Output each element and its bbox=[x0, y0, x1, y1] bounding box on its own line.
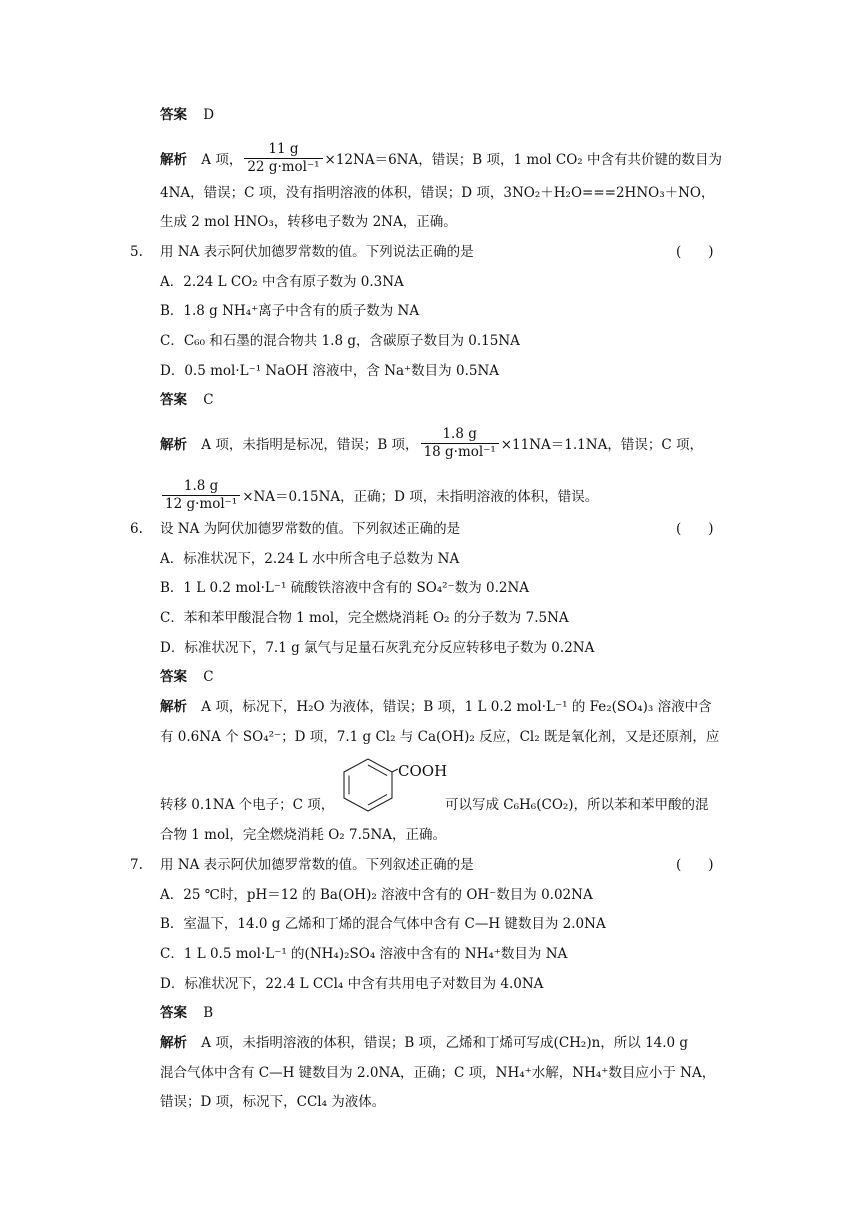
option-b: B．1 L 0.2 mol·L⁻¹ 硫酸铁溶液中含有的 SO₄²⁻数为 0.2NA bbox=[160, 580, 530, 596]
answer-blank: ( ) bbox=[676, 521, 714, 537]
fraction-denominator: 12 g·mol⁻¹ bbox=[165, 496, 238, 512]
analysis-text: A 项， bbox=[201, 152, 243, 168]
fraction-numerator: 1.8 g bbox=[421, 426, 499, 444]
fraction-denominator: 22 g·mol⁻¹ bbox=[247, 159, 320, 175]
option-c: C．1 L 0.5 mol·L⁻¹ 的(NH₄)₂SO₄ 溶液中含有的 NH₄⁺数目为 NA bbox=[160, 946, 568, 962]
answer-line bbox=[160, 668, 214, 686]
question-stem: 用 NA 表示阿伏加德罗常数的值。下列叙述正确的是 bbox=[160, 857, 474, 873]
question-number: 5. bbox=[130, 244, 143, 260]
analysis-line bbox=[160, 480, 598, 515]
analysis-line: 有 0.6NA 个 SO₄²⁻；D 项，7.1 g Cl₂ 与 Ca(OH)₂ 反应，Cl₂ 既是氧化剂，又是还原剂，应 bbox=[160, 729, 720, 745]
analysis-line bbox=[160, 143, 722, 178]
answer-line bbox=[160, 391, 214, 409]
option-a: A．25 ℃时，pH＝12 的 Ba(OH)₂ 溶液中含有的 OH⁻数目为 0.02NA bbox=[160, 887, 593, 903]
answer-label: 答案 bbox=[160, 107, 187, 123]
analysis-line: 错误；D 项，标况下，CCl₄ 为液体。 bbox=[160, 1094, 386, 1110]
fraction-numerator: 11 g bbox=[244, 141, 322, 159]
option-a: A．标准状况下，2.24 L 水中所含电子总数为 NA bbox=[160, 551, 460, 567]
answer-value: C bbox=[203, 669, 214, 685]
option-b: B．1.8 g NH₄⁺离子中含有的质子数为 NA bbox=[160, 303, 420, 319]
answer-label: 答案 bbox=[160, 392, 187, 408]
option-c: C．C₆₀ 和石墨的混合物共 1.8 g，含碳原子数目为 0.15NA bbox=[160, 333, 520, 349]
fraction bbox=[421, 426, 499, 461]
fraction bbox=[162, 478, 240, 513]
benzene-ring-icon bbox=[338, 756, 398, 814]
analysis-text: ×11NA＝1.1NA，错误；C 项， bbox=[500, 437, 703, 453]
option-a: A．2.24 L CO₂ 中含有原子数为 0.3NA bbox=[160, 274, 404, 290]
analysis-line bbox=[160, 698, 712, 716]
analysis-label: 解析 bbox=[160, 437, 187, 453]
option-d: D．标准状况下，7.1 g 氯气与足量石灰乳充分反应转移电子数为 0.2NA bbox=[160, 640, 595, 656]
question-stem: 设 NA 为阿伏加德罗常数的值。下列叙述正确的是 bbox=[160, 521, 461, 537]
analysis-line: 合物 1 mol，完全燃烧消耗 O₂ 7.5NA，正确。 bbox=[160, 827, 447, 843]
analysis-line: 混合气体中含有 C—H 键数目为 2.0NA，正确；C 项，NH₄⁺水解，NH₄⁺数目应小于 NA， bbox=[160, 1065, 716, 1081]
analysis-text: A 项，未指明溶液的体积，错误；B 项，乙烯和丁烯可写成(CH₂)n，所以 14.0 g bbox=[201, 1035, 689, 1051]
analysis-label: 解析 bbox=[160, 699, 187, 715]
option-d: D．标准状况下，22.4 L CCl₄ 中含有共用电子对数目为 4.0NA bbox=[160, 976, 544, 992]
answer-line bbox=[160, 106, 214, 124]
analysis-line: 4NA，错误；C 项，没有指明溶液的体积，错误；D 项，3NO₂＋H₂O===2HNO₃＋NO， bbox=[160, 185, 715, 201]
answer-label: 答案 bbox=[160, 669, 187, 685]
analysis-line bbox=[160, 1034, 688, 1052]
question-stem: 用 NA 表示阿伏加德罗常数的值。下列说法正确的是 bbox=[160, 244, 474, 260]
analysis-line bbox=[160, 428, 703, 463]
fraction-numerator: 1.8 g bbox=[162, 478, 240, 496]
benzoic-acid-structure bbox=[338, 756, 448, 816]
fraction bbox=[244, 141, 322, 176]
answer-blank: ( ) bbox=[676, 857, 714, 873]
analysis-line: 可以写成 C₆H₆(CO₂)，所以苯和苯甲酸的混 bbox=[445, 797, 709, 813]
answer-line bbox=[160, 1004, 213, 1022]
analysis-text: A 项，未指明是标况，错误；B 项， bbox=[201, 437, 419, 453]
analysis-text: A 项，标况下，H₂O 为液体，错误；B 项，1 L 0.2 mol·L⁻¹ 的 Fe₂(SO₄)₃ 溶液中含 bbox=[201, 699, 712, 715]
analysis-label: 解析 bbox=[160, 152, 187, 168]
answer-value: B bbox=[203, 1005, 214, 1021]
analysis-text: ×NA＝0.15NA，正确；D 项，未指明溶液的体积，错误。 bbox=[242, 489, 599, 505]
answer-label: 答案 bbox=[160, 1005, 187, 1021]
analysis-line: 转移 0.1NA 个电子；C 项， bbox=[160, 797, 335, 813]
answer-blank: ( ) bbox=[676, 244, 714, 260]
option-b: B．室温下，14.0 g 乙烯和丁烯的混合气体中含有 C—H 键数目为 2.0NA bbox=[160, 916, 606, 932]
answer-value: C bbox=[203, 392, 214, 408]
fraction-denominator: 18 g·mol⁻¹ bbox=[423, 444, 496, 460]
option-c: C．苯和苯甲酸混合物 1 mol，完全燃烧消耗 O₂ 的分子数为 7.5NA bbox=[160, 610, 569, 626]
option-d: D．0.5 mol·L⁻¹ NaOH 溶液中，含 Na⁺数目为 0.5NA bbox=[160, 363, 500, 379]
question-number: 7. bbox=[130, 857, 143, 873]
analysis-text: ×12NA＝6NA，错误；B 项，1 mol CO₂ 中含有共价键的数目为 bbox=[324, 152, 722, 168]
cooh-label: COOH bbox=[398, 762, 448, 780]
analysis-line: 生成 2 mol HNO₃，转移电子数为 2NA，正确。 bbox=[160, 214, 457, 230]
question-number: 6. bbox=[130, 521, 143, 537]
analysis-label: 解析 bbox=[160, 1035, 187, 1051]
answer-value: D bbox=[203, 107, 215, 123]
